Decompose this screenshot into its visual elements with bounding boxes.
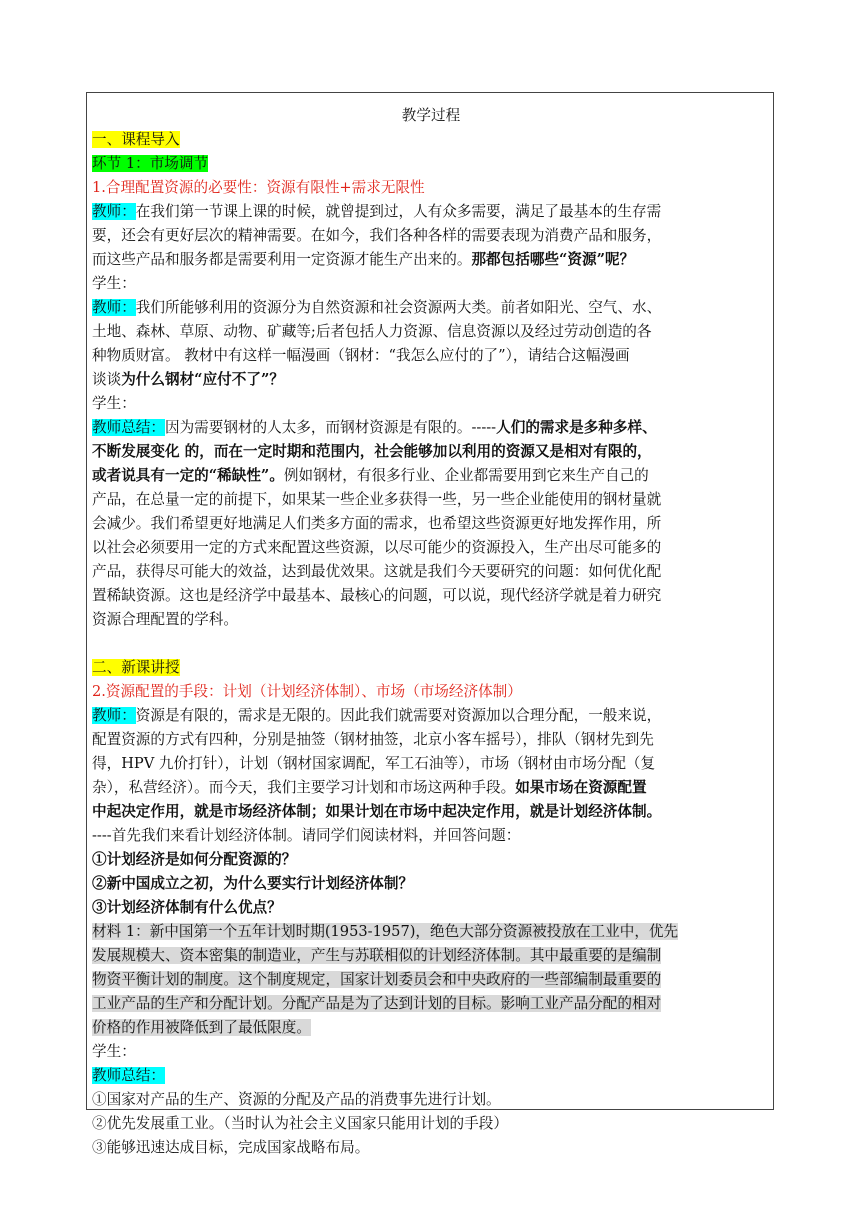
paragraph-line: 以社会必须要用一定的方式来配置这些资源，以尽可能少的资源投入，生产出尽可能多的 [92,539,662,556]
material-text: 价格的作用被降低到了最低限度。 [92,1019,311,1036]
topic-title-1: 1.合理配置资源的必要性：资源有限性+需求无限性 [92,179,425,196]
subsection-heading-text: 环节 1：市场调节 [92,155,209,172]
paragraph-line [92,776,770,800]
question-item: ③计划经济体制有什么优点？ [92,899,282,916]
question-item: ②新中国成立之初，为什么要实行计划经济体制？ [92,875,414,892]
page-title [92,104,770,128]
paragraph-line: 配置资源的方式有四种，分别是抽签（钢材抽签，北京小客车摇号），排队（钢材先到先 [92,731,654,748]
answer-item: ②优先发展重工业。（当时认为社会主义国家只能用计划的手段） [92,1115,508,1132]
paragraph-line: 种物质财富。 教材中有这样一幅漫画（钢材：“我怎么应付的了”），请结合这幅漫画 [92,347,630,364]
material-text: 工业产品的生产和分配计划。分配产品是为了达到计划的目标。影响工业产品分配的相对 [92,995,662,1012]
material-text: 发展规模大、资本密集的制造业，产生与苏联相似的计划经济体制。其中最重要的是编制 [92,947,662,964]
section-heading-new-text: 二、新课讲授 [92,659,180,676]
paragraph-line: 产品，在总量一定的前提下，如果某一些企业多获得一些，另一些企业能使用的钢材量就 [92,491,662,508]
paragraph-line: 要，还会有更好层次的精神需要。在如今，我们各种各样的需要表现为消费产品和服务， [92,227,662,244]
material-text: 材料 1：新中国第一个五年计划时期(1953-1957)，绝色大部分资源被投放在工业中，优先 [92,923,679,940]
material-line [92,920,770,944]
section-heading-intro [92,128,770,152]
paragraph-text: 因为需要钢材的人太多，而钢材资源是有限的。----- [164,419,497,436]
page-title-text: 教学过程 [401,107,461,124]
question-text: 那都包括哪些“资源”呢？ [471,251,635,268]
paragraph-text: 谈谈 [92,371,122,388]
lesson-content [92,104,770,1160]
section-heading-new [92,656,770,680]
answer-item: ①国家对产品的生产、资源的分配及产品的消费事先进行计划。 [92,1091,501,1108]
paragraph-line: 置稀缺资源。这也是经济学中最基本、最核心的问题，可以说，现代经济学就是着力研究 [92,587,662,604]
paragraph-line [92,296,770,320]
summary-label-line [92,1064,770,1088]
paragraph-line [92,704,770,728]
paragraph-line [92,248,770,272]
paragraph-text: 资源是有限的，需求是无限的。因此我们就需要对资源加以合理分配，一般来说， [135,707,662,724]
paragraph-line: 产品，获得尽可能大的效益，达到最优效果。这就是我们今天要研究的问题：如何优化配 [92,563,662,580]
question-item: ①计划经济是如何分配资源的？ [92,851,297,868]
speaker-label: 教师： [92,203,136,220]
paragraph-text: 例如钢材，有很多行业、企业都需要用到它来生产自己的 [283,467,649,484]
paragraph-line: 会减少。我们希望更好地满足人们类多方面的需求，也希望这些资源更好地发挥作用，所 [92,515,662,532]
paragraph-line: 资源合理配置的学科。 [92,611,238,628]
student-label: 学生： [92,275,136,292]
paragraph-line [92,416,770,440]
speaker-label: 教师： [92,299,136,316]
student-label: 学生： [92,395,136,412]
topic-title-2: 2.资源配置的手段：计划（计划经济体制）、市场（市场经济体制） [92,683,522,700]
paragraph-line [92,368,770,392]
paragraph-text: 我们所能够利用的资源分为自然资源和社会资源两大类。前者如阳光、空气、水、 [135,299,662,316]
paragraph-text: 杂），私营经济）。而今天，我们主要学习计划和市场这两种手段。 [92,779,516,796]
material-text: 物资平衡计划的制度。这个制度规定，国家计划委员会和中央政府的一些部编制最重要的 [92,971,662,988]
material-line [92,968,770,992]
answer-item: ③能够迅速达成目标，完成国家战略布局。 [92,1139,370,1156]
paragraph-line [92,200,770,224]
speaker-label: 教师： [92,707,136,724]
summary-label: 教师总结： [92,1067,165,1084]
emphasis-text: 如果市场在资源配置 [515,779,647,796]
emphasis-line: 不断发展变化 的，而在一定时期和范围内，社会能够加以利用的资源又是相对有限的， [92,443,652,460]
subsection-heading [92,152,770,176]
question-text: 为什么钢材“应付不了”？ [121,371,284,388]
paragraph-text: 而这些产品和服务都是需要利用一定资源才能生产出来的。 [92,251,472,268]
material-line [92,1016,770,1040]
paragraph-line: 土地、森林、草原、动物、矿藏等;后者包括人力资源、信息资源以及经过劳动创造的各 [92,323,652,340]
paragraph-line [92,464,770,488]
paragraph-line: ----首先我们来看计划经济体制。请同学们阅读材料，并回答问题： [92,827,521,844]
paragraph-line: 得，HPV 九价打针），计划（钢材国家调配，军工石油等），市场（钢材由市场分配（复 [92,755,656,772]
student-label: 学生： [92,1043,136,1060]
emphasis-text: 或者说具有一定的“稀缺性”。 [92,467,284,484]
emphasis-line: 中起决定作用，就是市场经济体制；如果计划在市场中起决定作用，就是计划经济体制。 [92,803,662,820]
summary-label: 教师总结： [92,419,165,436]
section-heading-intro-text: 一、课程导入 [92,131,180,148]
paragraph-text: 在我们第一节课上课的时候，就曾提到过，人有众多需要，满足了最基本的生存需 [135,203,662,220]
blank-line [92,632,770,656]
material-line [92,992,770,1016]
emphasis-text: 人们的需求是多种多样、 [496,419,657,436]
material-line [92,944,770,968]
